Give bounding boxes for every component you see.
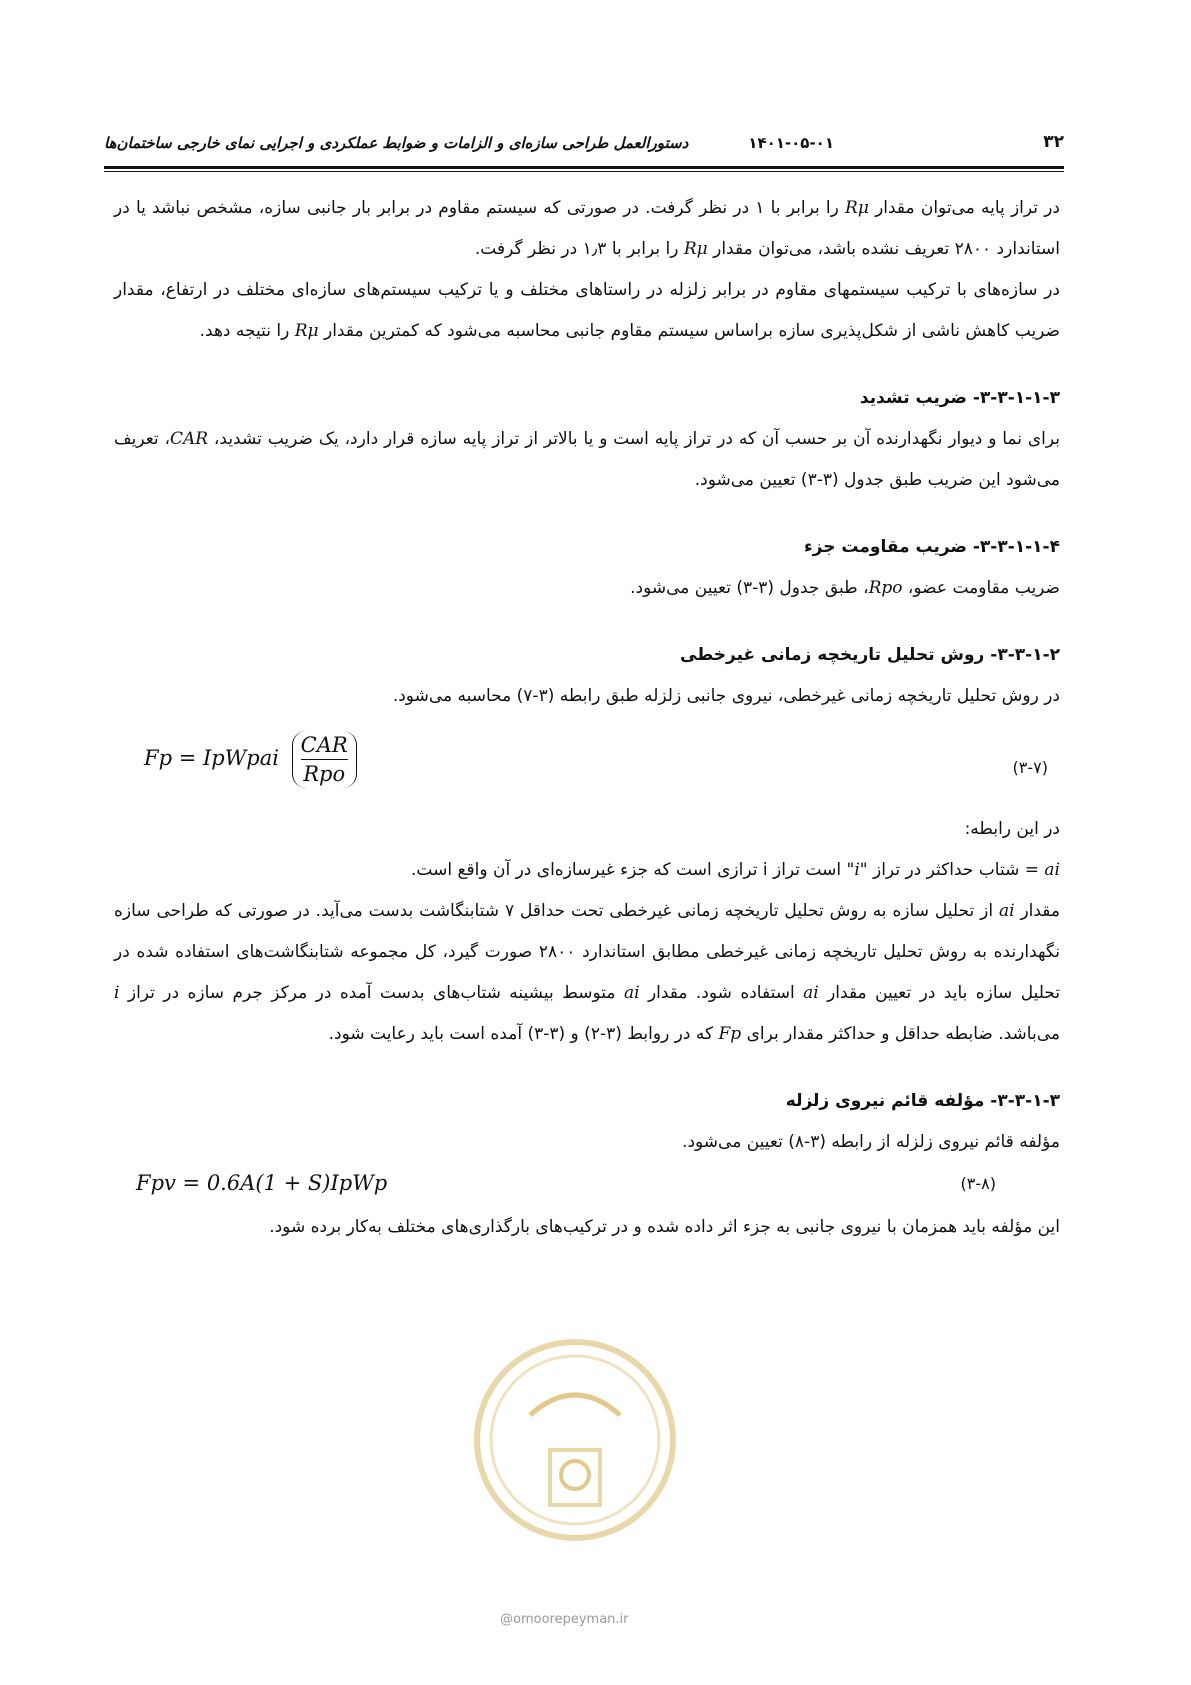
equation-lhs: Fp = IpWpai xyxy=(144,746,279,770)
equation-3-8 xyxy=(114,1163,1060,1207)
paragraph-component-resistance xyxy=(114,568,1060,609)
watermark-url: @omoorepeyman.ir xyxy=(500,1612,629,1627)
symbol-r-mu: Rμ xyxy=(845,198,869,218)
text-run: متوسط بیشینه شتاب‌های بدست آمده در مرکز جرم سازه در تراز xyxy=(127,983,616,1003)
symbol-i: i xyxy=(854,860,860,880)
paragraph-vertical-intro: مؤلفه قائم نیروی زلزله از رابطه (۳-۸) تعیین می‌شود. xyxy=(682,1132,1060,1152)
symbol-a-i: ai xyxy=(998,901,1015,921)
body-text xyxy=(114,188,1060,1248)
text-run: ، تعریف می‌شود این ضریب طبق جدول (۳-۳) تعیین می‌شود. xyxy=(114,429,1060,490)
heading-component-resistance: ۳-۳-۱-۱-۴- ضریب مقاومت جزء xyxy=(803,537,1060,557)
paragraph-ai-definition xyxy=(114,850,1060,891)
symbol-r-po: Rpo xyxy=(868,578,903,598)
paragraph-ai-analysis xyxy=(114,891,1060,1055)
text-run: = شتاب حداکثر در تراز " xyxy=(859,860,1040,880)
symbol-i: i xyxy=(114,983,120,1003)
header-rule-thick xyxy=(104,166,1064,169)
header-date: ۱۴۰۱-۰۵-۰۱ xyxy=(748,134,834,152)
heading-vertical-component: ۳-۳-۱-۳- مؤلفه قائم نیروی زلزله xyxy=(785,1091,1060,1111)
equation-formula: Fpv = 0.6A(1 + S)IpWp xyxy=(136,1171,388,1195)
equation-formula xyxy=(144,731,363,788)
symbol-a-i: ai xyxy=(1044,860,1060,880)
paragraph-nonlinear-intro: در روش تحلیل تاریخچه زمانی غیرخطی، نیروی جانبی زلزله طبق رابطه (۳-۷) محاسبه می‌شود. xyxy=(392,686,1060,706)
symbol-f-p: Fp xyxy=(718,1024,742,1044)
fraction-numerator: CAR xyxy=(301,731,348,760)
text-run: ضریب مقاومت عضو، xyxy=(907,578,1060,598)
text-run: را نتیجه دهد. xyxy=(199,321,290,341)
equation-number: (۳-۸) xyxy=(960,1174,996,1193)
header-rule-thin xyxy=(104,171,1064,172)
watermark-seal-icon xyxy=(470,1335,680,1545)
symbol-a-i: ai xyxy=(623,983,640,1003)
header-title: دستورالعمل طراحی سازه‌ای و الزامات و ضوابط عملکردی و اجرایی نمای خارجی ساختمان‌ها xyxy=(104,134,689,152)
text-run: ، طبق جدول (۳-۳) تعیین می‌شود. xyxy=(630,578,869,598)
paragraph-rmu-base xyxy=(114,188,1060,270)
text-run: می‌باشد. ضابطه حداقل و حداکثر مقدار برای xyxy=(746,1024,1060,1044)
text-run: برای نما و دیوار نگهدارنده آن بر حسب آن که در تراز پایه است و یا بالاتر از تراز پایه سازه قرار دارد، یک ضریب تشدید، xyxy=(213,429,1060,449)
paragraph-vertical-combination: این مؤلفه باید همزمان با نیروی جانبی به جزء اثر داده شده و در ترکیب‌های بارگذاری‌های مختلف به‌کار برده شود. xyxy=(269,1217,1060,1237)
heading-nonlinear-time-history: ۳-۳-۱-۲- روش تحلیل تاریخچه زمانی غیرخطی xyxy=(680,645,1060,665)
text-run: از تحلیل سازه به روش تحلیل تاریخچه زمانی غیرخطی تحت حداقل ۷ شتابنگاشت بدست می‌آید. در صورتی که طراحی سازه نگهدارنده به روش تحلیل تاریخچه زمانی غیرخطی مطابق استاندارد ۲۸۰۰ صورت گیرد، کل مجموعه شتابنگاشت‌های استفاده شده در تحلیل سازه باید در تعیین مقدار xyxy=(114,901,1061,1003)
paragraph-combined-systems xyxy=(114,270,1060,352)
fraction-denominator: Rpo xyxy=(303,762,346,786)
symbol-a-i: ai xyxy=(803,983,819,1003)
equation-number: (۳-۷) xyxy=(1012,758,1048,777)
text-run: را برابر با ۱ در نظر گرفت. در صورتی که سیستم مقاوم در برابر بار جانبی سازه، مشخص نباشد یا در استاندارد ۲۸۰۰ تعریف نشده باشد، می‌توان مقدار xyxy=(114,198,1060,259)
text-run: را برابر با ۱٫۳ در نظر گرفت. xyxy=(474,239,679,259)
fraction xyxy=(292,731,357,788)
text-run: استفاده شود. مقدار xyxy=(647,983,795,1003)
symbol-r-mu: Rμ xyxy=(294,321,319,341)
text-run: " است تراز i ترازی است که جزء غیرسازه‌ای در آن واقع است. xyxy=(410,860,855,880)
heading-amplification-factor: ۳-۳-۱-۱-۳- ضریب تشدید xyxy=(859,388,1060,408)
paragraph-amplification xyxy=(114,419,1060,501)
page-header xyxy=(104,128,1064,158)
text-run: که در روابط (۳-۲) و (۳-۳) آمده است باید رعایت شود. xyxy=(328,1024,714,1044)
symbol-c-ar: CAR xyxy=(169,429,209,449)
text-run: مقدار xyxy=(1020,901,1061,921)
paragraph-where: در این رابطه: xyxy=(964,819,1060,839)
page-number: ۳۲ xyxy=(1043,132,1064,152)
text-run: در تراز پایه می‌توان مقدار xyxy=(875,198,1060,218)
text-run: در سازه‌های با ترکیب سیستمهای مقاوم در برابر زلزله در راستاهای مختلف و یا ترکیب سیستم‌های سازه‌ای مختلف در ارتفاع، مقدار ضریب کاهش ناشی از شکل‌پذیری سازه براساس سیستم مقاوم جانبی محاسبه می‌شود که کمترین مقدار xyxy=(114,280,1060,341)
equation-3-7 xyxy=(114,717,1060,809)
symbol-r-mu: Rμ xyxy=(683,239,708,259)
